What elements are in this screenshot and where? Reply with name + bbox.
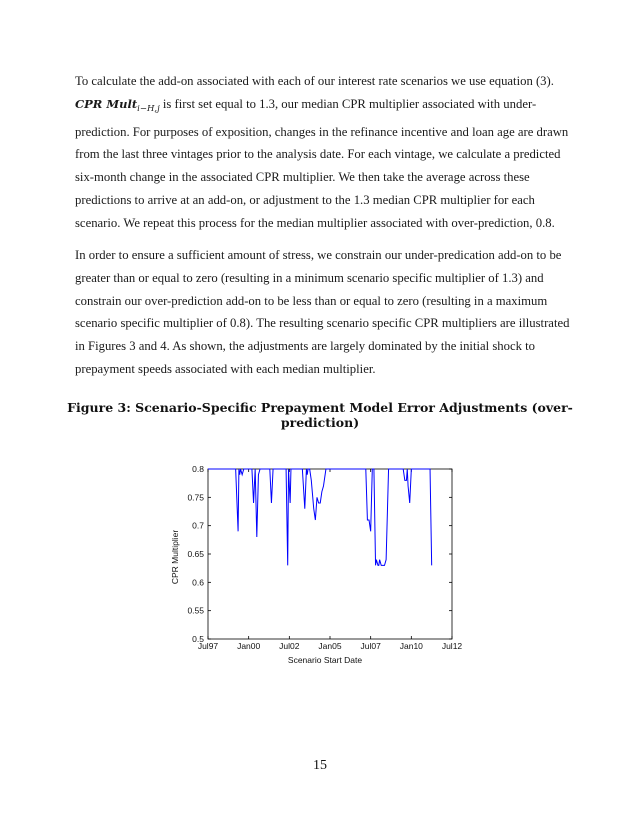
x-tick-label: Jan10 xyxy=(399,641,423,651)
chart-axes xyxy=(208,469,452,639)
y-tick-label: 0.7 xyxy=(192,520,204,531)
x-tick-label: Jan05 xyxy=(318,641,342,651)
y-tick-label: 0.75 xyxy=(187,492,204,503)
paragraph-1 xyxy=(75,70,575,235)
x-tick-label: Jul97 xyxy=(197,641,219,651)
series-line xyxy=(208,469,432,565)
y-axis-label: CPR Multiplier xyxy=(170,529,180,585)
plot-frame xyxy=(208,469,452,639)
y-tick-label: 0.55 xyxy=(187,605,204,616)
x-tick-label: Jan00 xyxy=(237,641,261,651)
math-subscript: i−H,j xyxy=(137,103,160,114)
x-tick-label: Jul02 xyxy=(279,641,300,651)
figure-caption: Figure 3: Scenario-Specific Prepayment Model Error Adjustments (over-prediction) xyxy=(67,400,573,430)
page-number: 15 xyxy=(313,758,327,773)
paragraph-2: In order to ensure a sufficient amount of stress, we constrain our under-predication add-on to be greater than or equal to zero (resulting in a minimum scenario specific multiplier of 1.3) and constrain our over-prediction add-on to be less than or equal to zero (resulting in a maximum scenario specific multiplier of 0.8). The resulting scenario specific CPR multipliers are illustrated in Figures 3 and 4. As shown, the adjustments are largely dominated by the initial shock to prepayment speeds associated with each median multiplier. xyxy=(75,248,570,376)
x-tick-label: Jul07 xyxy=(360,641,381,651)
y-tick-label: 0.6 xyxy=(192,577,204,588)
math-variable: CPR Mult xyxy=(75,96,138,111)
x-tick-label: Jul12 xyxy=(441,641,463,651)
y-tick-label: 0.65 xyxy=(187,549,204,559)
x-axis-label: Scenario Start Date xyxy=(287,655,363,665)
chart-ticks xyxy=(187,464,462,651)
paragraph-1-lead: To calculate the add-on associated with each of our interest rate scenarios we use equation (3). xyxy=(75,74,554,88)
paragraph-1-rest: is first set equal to 1.3, our median CPR multiplier associated with under-prediction. For purposes of exposition, changes in the refinance incentive and loan age are drawn from the last three vintages prior to the analysis date. For each vintage, we calculate a predicted six-month change in the associated CPR multiplier. We then take the average across these predictions to arrive at an add-on, or adjustment to the 1.3 median CPR multiplier for each scenario. We repeat this process for the median multiplier associated with over-prediction, 0.8. xyxy=(75,96,569,230)
line-chart xyxy=(160,455,480,675)
y-tick-label: 0.8 xyxy=(192,464,204,474)
y-tick-label: 0.5 xyxy=(192,634,204,644)
